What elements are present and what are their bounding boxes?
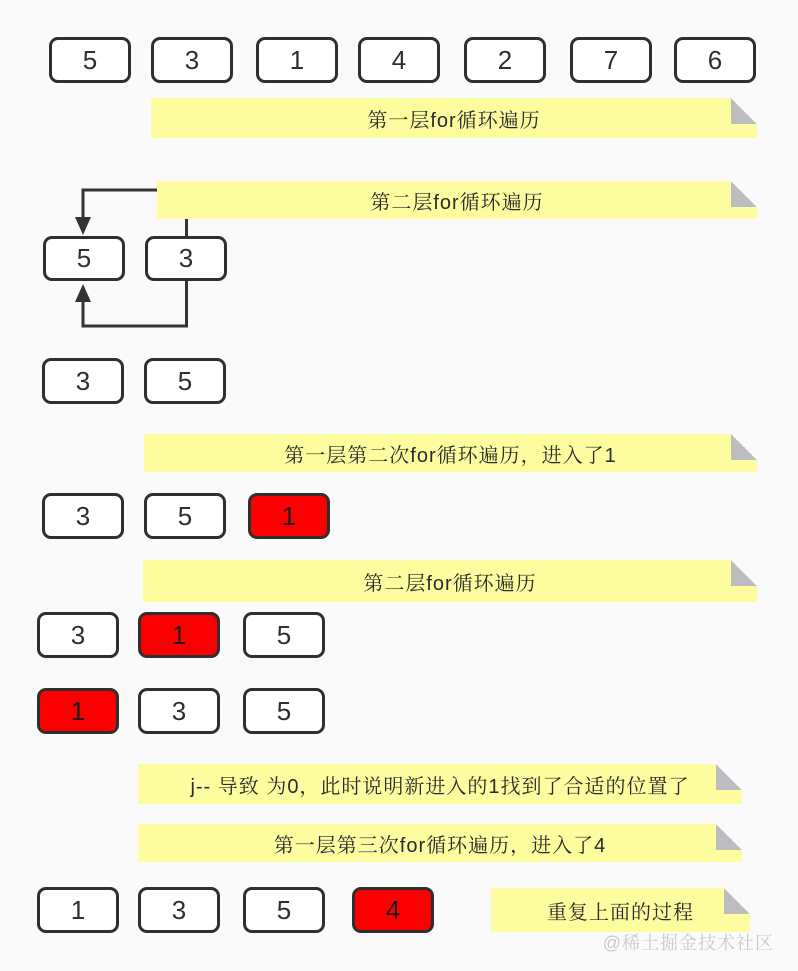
array-box-highlighted: 1: [37, 688, 119, 734]
array-box: 5: [144, 493, 226, 539]
step-banner-inner-loop-1: [157, 181, 757, 219]
step-banner-outer-loop-2: [144, 434, 757, 472]
swap-arrow-bottom: [75, 281, 187, 326]
watermark: @稀土掘金技术社区: [602, 933, 774, 953]
array-box: 5: [49, 37, 131, 83]
step-banner-label: 第二层for循环遍历: [370, 191, 544, 214]
array-box: 6: [674, 37, 756, 83]
array-box: 3: [138, 688, 220, 734]
array-box: 2: [464, 37, 546, 83]
step-banner-label: 重复上面的过程: [547, 901, 694, 924]
step-banner-label: 第一层第二次for循环遍历，进入了1: [284, 444, 617, 467]
array-box: 4: [358, 37, 440, 83]
array-box: 7: [570, 37, 652, 83]
array-box-highlighted: 1: [138, 612, 220, 658]
array-box: 3: [138, 887, 220, 933]
step-banner-inner-loop-2: [143, 560, 757, 602]
array-box: 3: [145, 236, 227, 281]
step-banner-label: j-- 导致 为0，此时说明新进入的1找到了合适的位置了: [190, 775, 690, 798]
array-box: 5: [243, 612, 325, 658]
array-box: 5: [243, 688, 325, 734]
step-banner-outer-loop-3: [138, 824, 742, 862]
array-box-highlighted: 1: [248, 493, 330, 539]
array-box: 5: [243, 887, 325, 933]
array-box: 3: [42, 493, 124, 539]
step-banner-repeat: [491, 888, 750, 932]
step-banner-label: 第二层for循环遍历: [363, 572, 537, 595]
step-banner-label: 第一层第三次for循环遍历，进入了4: [273, 834, 607, 857]
array-box: 3: [37, 612, 119, 658]
array-box-highlighted: 4: [352, 887, 434, 933]
array-box: 5: [43, 236, 125, 281]
step-banner-j-decrement-note: [138, 764, 742, 804]
step-banner-outer-loop-1: [151, 98, 757, 138]
array-box: 3: [42, 358, 124, 404]
array-box: 5: [144, 358, 226, 404]
array-box: 1: [256, 37, 338, 83]
array-box: 1: [37, 887, 119, 933]
array-box: 3: [151, 37, 233, 83]
step-banner-label: 第一层for循环遍历: [367, 109, 541, 132]
